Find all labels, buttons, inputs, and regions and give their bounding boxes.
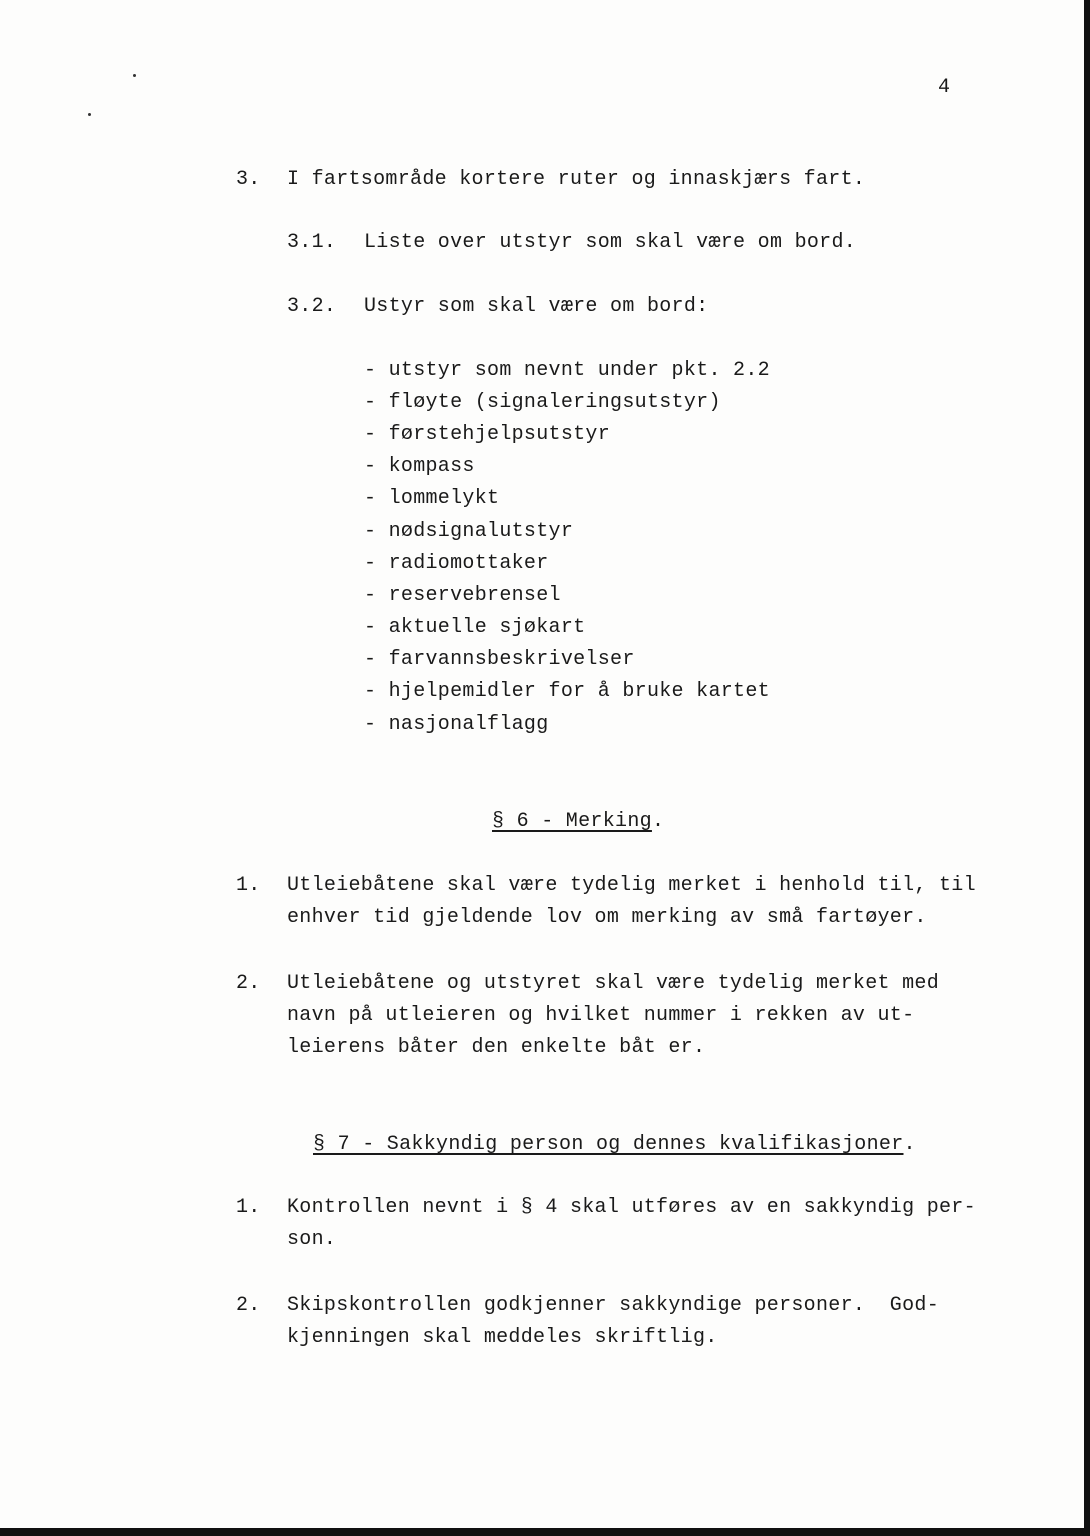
section-6-item-1-line: Utleiebåtene skal være tydelig merket i henhold til, til bbox=[287, 874, 976, 897]
equipment-list-item: - lommelykt bbox=[364, 487, 500, 510]
equipment-list-item: - kompass bbox=[364, 455, 475, 478]
section-6-item-2-number: 2. bbox=[236, 972, 261, 995]
equipment-list-item: - farvannsbeskrivelser bbox=[364, 648, 635, 671]
section-7-item-2-line: kjenningen skal meddeles skriftlig. bbox=[287, 1326, 718, 1349]
equipment-list-item: - radiomottaker bbox=[364, 552, 549, 575]
section-7-heading-text: § 7 - Sakkyndig person og dennes kvalifikasjoner bbox=[313, 1133, 904, 1156]
section-6-item-2-line: Utleiebåtene og utstyret skal være tydelig merket med bbox=[287, 972, 940, 995]
equipment-list-item: - førstehjelpsutstyr bbox=[364, 423, 611, 446]
equipment-list-item: - nødsignalutstyr bbox=[364, 520, 574, 543]
equipment-list-item: - utstyr som nevnt under pkt. 2.2 bbox=[364, 359, 770, 382]
section-6-item-1-number: 1. bbox=[236, 874, 261, 897]
equipment-list-item: - aktuelle sjøkart bbox=[364, 616, 586, 639]
section-7-item-2-number: 2. bbox=[236, 1294, 261, 1317]
section-3-title: I fartsområde kortere ruter og innaskjærs fart. bbox=[287, 168, 866, 191]
subsection-3-1-number: 3.1. bbox=[287, 231, 337, 254]
section-7-heading bbox=[313, 1129, 916, 1161]
section-6-heading-text: § 6 - Merking bbox=[492, 810, 652, 833]
scan-speck bbox=[133, 74, 136, 77]
section-6-heading bbox=[492, 806, 664, 838]
section-7-item-1-line: son. bbox=[287, 1228, 337, 1251]
section-7-item-2-line: Skipskontrollen godkjenner sakkyndige personer. God- bbox=[287, 1294, 940, 1317]
section-6-item-2-line: leierens båter den enkelte båt er. bbox=[287, 1036, 706, 1059]
subsection-3-1-text: Liste over utstyr som skal være om bord. bbox=[364, 231, 857, 254]
subsection-3-2-number: 3.2. bbox=[287, 295, 337, 318]
section-6-item-2-line: navn på utleieren og hvilket nummer i rekken av ut- bbox=[287, 1004, 915, 1027]
section-7-heading-tail: . bbox=[903, 1133, 916, 1156]
equipment-list-item: - nasjonalflagg bbox=[364, 713, 549, 736]
equipment-list-item: - fløyte (signaleringsutstyr) bbox=[364, 391, 721, 414]
section-3-number: 3. bbox=[236, 168, 261, 191]
page-number: 4 bbox=[938, 76, 951, 99]
subsection-3-2-text: Ustyr som skal være om bord: bbox=[364, 295, 709, 318]
section-7-item-1-line: Kontrollen nevnt i § 4 skal utføres av en sakkyndig per- bbox=[287, 1196, 976, 1219]
equipment-list-item: - reservebrensel bbox=[364, 584, 561, 607]
section-6-item-1-line: enhver tid gjeldende lov om merking av små fartøyer. bbox=[287, 906, 927, 929]
equipment-list-item: - hjelpemidler for å bruke kartet bbox=[364, 680, 770, 703]
section-6-heading-tail: . bbox=[651, 810, 665, 833]
scan-speck bbox=[88, 113, 91, 116]
section-7-item-1-number: 1. bbox=[236, 1196, 261, 1219]
